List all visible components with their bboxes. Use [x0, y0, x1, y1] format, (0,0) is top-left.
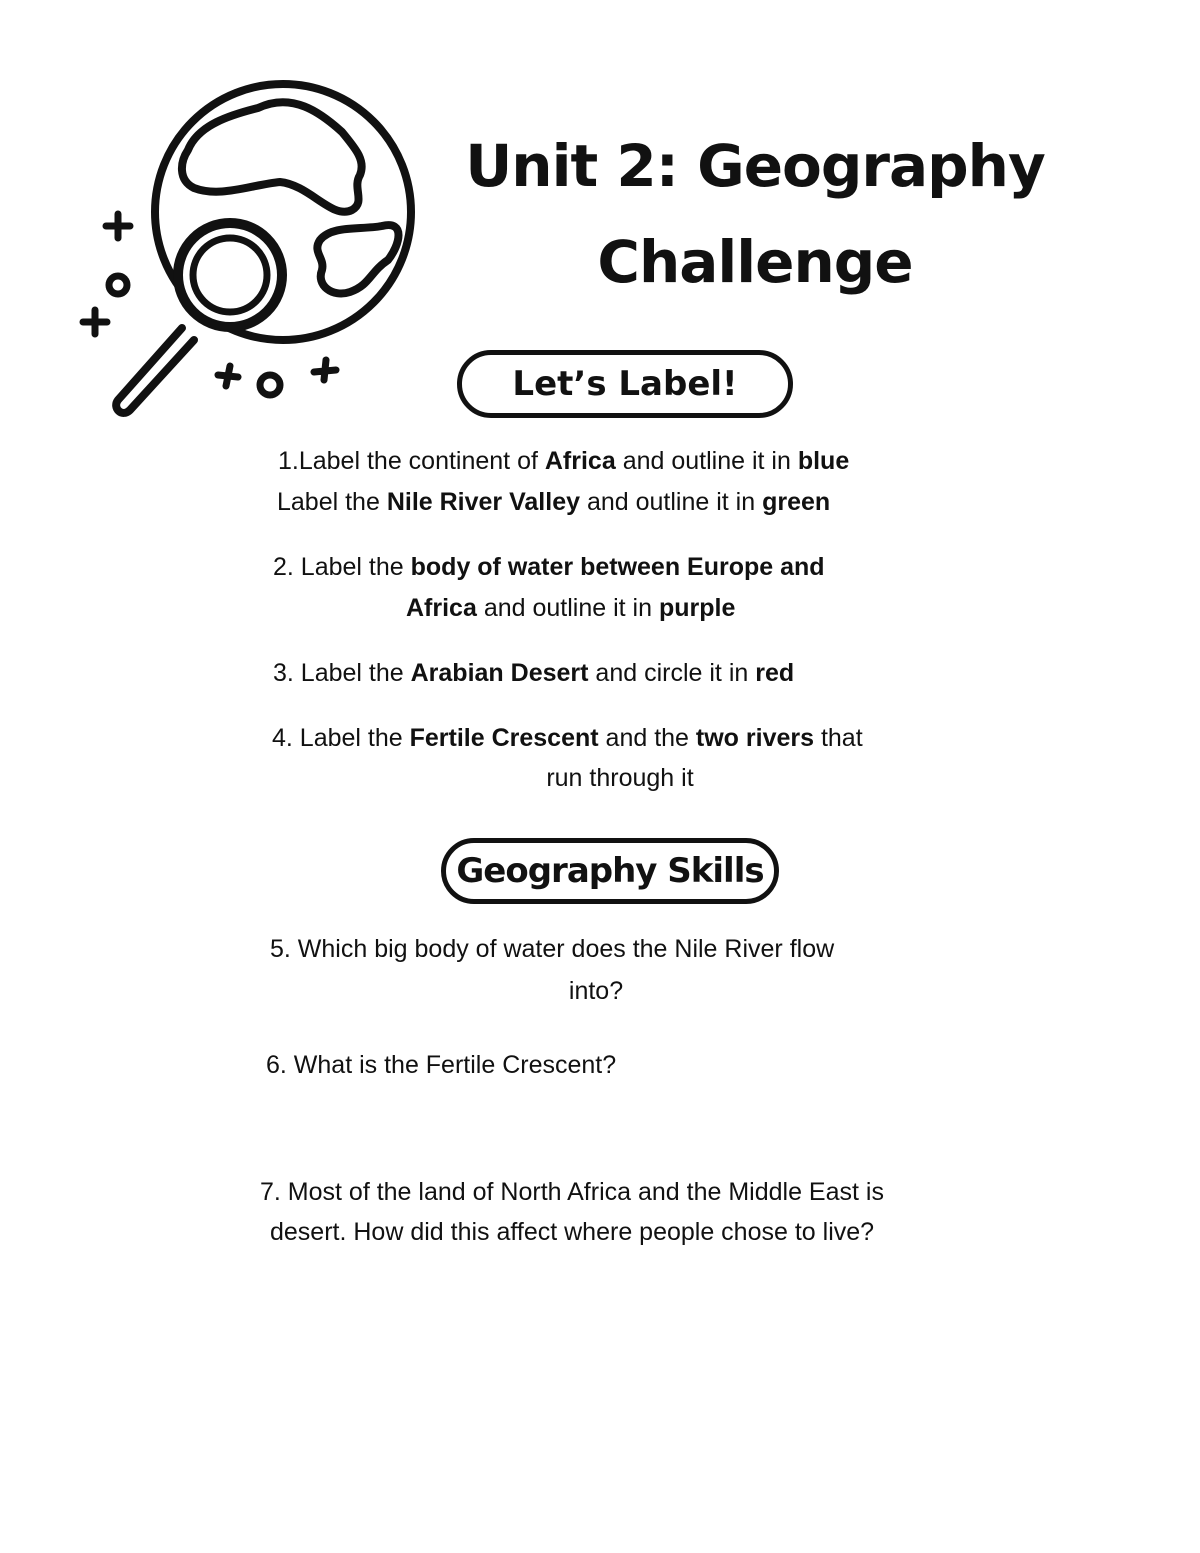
item-3-line-1: 3. Label the Arabian Desert and circle it in red [273, 659, 795, 687]
item-2-line-2: Africa and outline it in purple [406, 594, 736, 622]
title-line-2: Challenge [597, 228, 913, 296]
magnifier-lens-inner [193, 238, 267, 312]
section-heading-geography-skills: Geography Skills [441, 838, 779, 904]
plus-icon [106, 214, 130, 238]
question-5-line-1: 5. Which big body of water does the Nile River flow [270, 935, 835, 963]
question-6-line-1: 6. What is the Fertile Crescent? [266, 1051, 617, 1079]
item-4-line-1: 4. Label the Fertile Crescent and the two rivers that [272, 724, 863, 752]
plus-icon [218, 366, 238, 386]
question-7-line-1: 7. Most of the land of North Africa and the Middle East is [260, 1178, 884, 1206]
plus-icon [83, 310, 107, 334]
item-1-line-1: 1.Label the continent of Africa and outline it in blue [278, 447, 850, 475]
title-line-1: Unit 2: Geography [465, 132, 1045, 200]
question-7-line-2: desert. How did this affect where people chose to live? [270, 1218, 875, 1246]
magnifier-handle [116, 328, 194, 413]
circle-icon [260, 375, 280, 395]
page-title [440, 118, 1070, 310]
item-1-line-2: Label the Nile River Valley and outline it in green [277, 488, 831, 516]
circle-icon [109, 276, 127, 294]
globe-magnifier-icon [70, 70, 430, 420]
item-2-line-1: 2. Label the body of water between Europe and [273, 553, 825, 581]
plus-icon [314, 360, 336, 380]
item-4-line-2: run through it [546, 764, 694, 792]
question-5-line-2: into? [568, 977, 624, 1005]
continent-shape-top [182, 102, 362, 212]
section-heading-lets-label: Let’s Label! [457, 350, 793, 418]
